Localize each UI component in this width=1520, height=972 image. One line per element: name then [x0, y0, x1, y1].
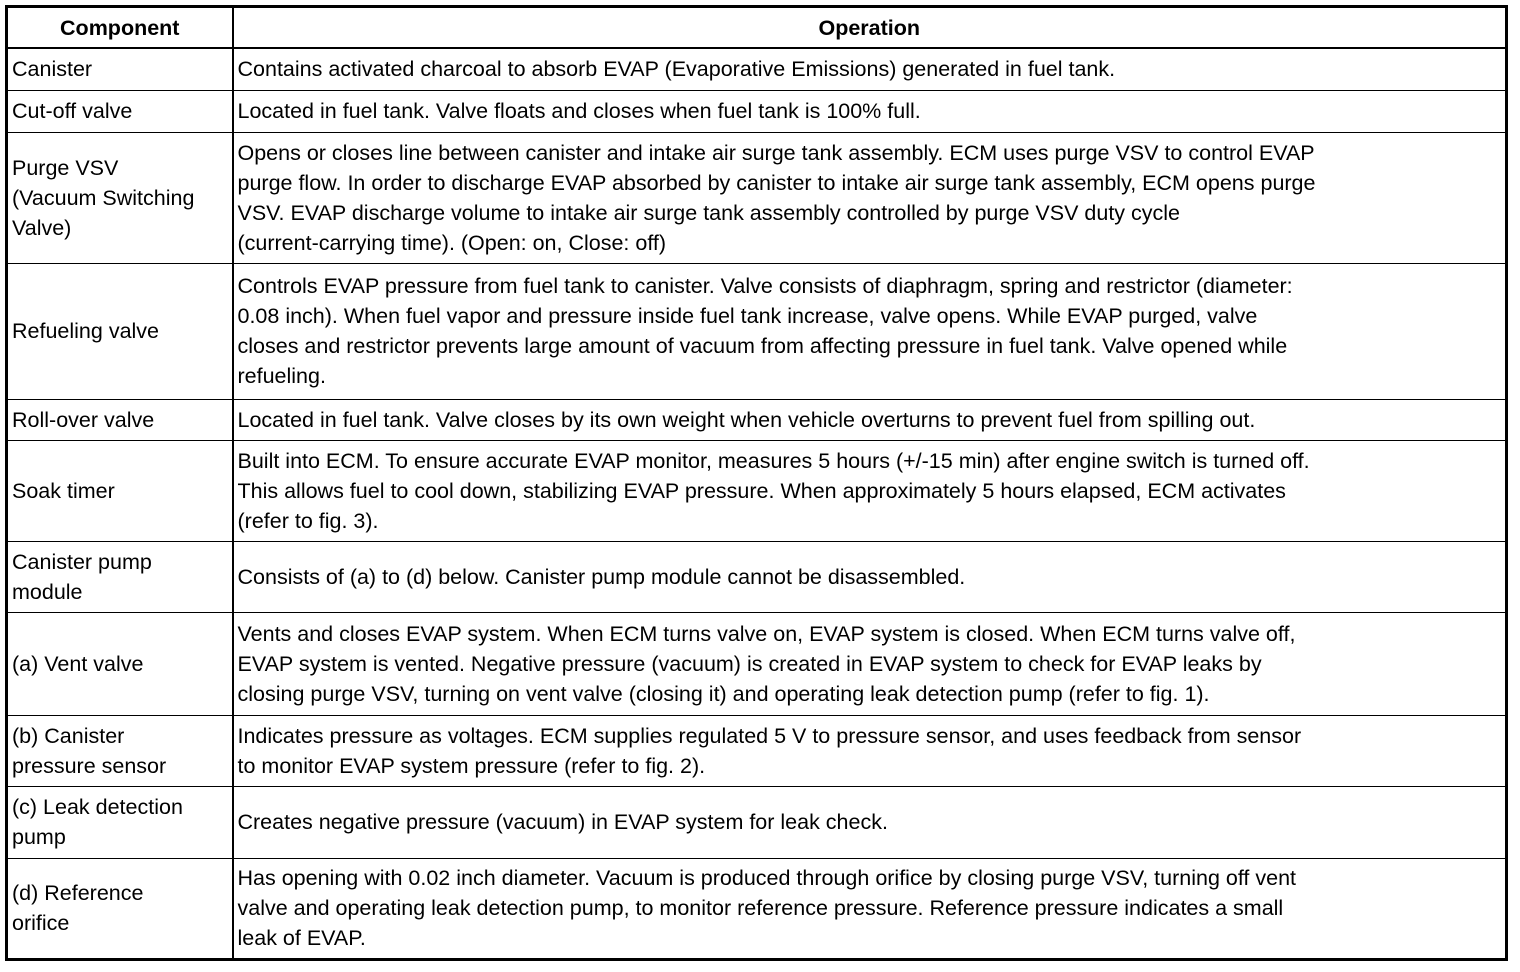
operation-text-line: Located in fuel tank. Valve closes by its own weight when vehicle overturns to prevent fuel from spilling out. — [237, 407, 1256, 432]
operation-cell — [233, 132, 1507, 263]
component-text-line: Purge VSV — [12, 155, 119, 180]
operation-text-line: leak of EVAP. — [237, 926, 366, 950]
operation-text-line: Opens or closes line between canister and intake air surge tank assembly. ECM uses purge VSV to control EVAP — [237, 140, 1315, 165]
table-row — [7, 786, 1507, 858]
component-cell — [7, 858, 233, 959]
operation-text-line: to monitor EVAP system pressure (refer to fig. 2). — [237, 753, 706, 778]
component-text-line: Soak timer — [12, 478, 115, 503]
component-cell — [7, 541, 233, 612]
operation-text-line: 0.08 inch). When fuel vapor and pressure inside fuel tank increase, valve opens. While EVAP purged, valve — [237, 304, 1258, 328]
table-row — [7, 440, 1507, 541]
operation-cell — [233, 612, 1507, 715]
component-text-line: (b) Canister — [12, 723, 125, 748]
operation-text-line: Contains activated charcoal to absorb EVAP (Evaporative Emissions) generated in fuel tank. — [237, 57, 1116, 82]
component-text-line: Cut-off valve — [12, 99, 133, 123]
component-text-line: (a) Vent valve — [12, 651, 144, 676]
header-component: Component — [7, 7, 233, 49]
operation-text-line: Controls EVAP pressure from fuel tank to canister. Valve consists of diaphragm, spring and restrictor (diameter: — [237, 274, 1293, 298]
component-cell — [7, 440, 233, 541]
operation-cell — [233, 90, 1507, 132]
operation-text-line: refueling. — [237, 364, 326, 388]
table-row — [7, 48, 1507, 90]
table-row — [7, 541, 1507, 612]
table-row — [7, 715, 1507, 786]
operation-text-line: Has opening with 0.02 inch diameter. Vacuum is produced through orifice by closing purge VSV, turning off vent — [237, 866, 1297, 890]
operation-text-line: (refer to fig. 3). — [237, 508, 379, 533]
operation-cell — [233, 715, 1507, 786]
operation-text-line: Indicates pressure as voltages. ECM supplies regulated 5 V to pressure sensor, and uses feedback from sensor — [237, 723, 1302, 748]
header-row — [7, 7, 1507, 49]
operation-cell — [233, 541, 1507, 612]
header-operation: Operation — [233, 7, 1507, 49]
table-row — [7, 90, 1507, 132]
component-text-line: Canister — [12, 57, 93, 82]
operation-text-line: This allows fuel to cool down, stabilizing EVAP pressure. When approximately 5 hours elapsed, ECM activates — [237, 478, 1286, 503]
operation-cell — [233, 858, 1507, 959]
table-row — [7, 858, 1507, 959]
component-text-line: Valve) — [12, 215, 72, 240]
component-text-line: pressure sensor — [12, 753, 167, 778]
component-cell — [7, 786, 233, 858]
operation-cell — [233, 399, 1507, 440]
operation-text-line: Vents and closes EVAP system. When ECM turns valve on, EVAP system is closed. When ECM turns valve off, — [237, 621, 1296, 646]
component-cell — [7, 399, 233, 440]
component-text-line: Roll-over valve — [12, 407, 155, 432]
operation-text-line: purge flow. In order to discharge EVAP absorbed by canister to intake air surge tank assembly, ECM opens purge — [237, 170, 1316, 195]
operation-text-line: Creates negative pressure (vacuum) in EVAP system for leak check. — [237, 810, 888, 834]
operation-cell — [233, 440, 1507, 541]
operation-cell — [233, 786, 1507, 858]
component-text-line: pump — [12, 825, 66, 849]
component-text-line: Canister pump — [12, 549, 152, 574]
operation-text-line: (current-carrying time). (Open: on, Close: off) — [237, 230, 667, 255]
component-text-line: (Vacuum Switching — [12, 185, 195, 210]
operation-text-line: Consists of (a) to (d) below. Canister pump module cannot be disassembled. — [237, 564, 966, 589]
component-text-line: orifice — [12, 911, 70, 935]
operation-text-line: EVAP system is vented. Negative pressure (vacuum) is created in EVAP system to check for EVAP leaks by — [237, 651, 1262, 676]
operation-cell — [233, 263, 1507, 399]
table-row — [7, 612, 1507, 715]
component-text-line: Refueling valve — [12, 319, 160, 343]
operation-text-line: valve and operating leak detection pump, to monitor reference pressure. Reference pressure indicates a small — [237, 896, 1284, 920]
operation-text-line: Built into ECM. To ensure accurate EVAP monitor, measures 5 hours (+/-15 min) after engine switch is turned off. — [237, 448, 1310, 473]
component-cell — [7, 48, 233, 90]
table-row — [7, 399, 1507, 440]
component-cell — [7, 612, 233, 715]
component-text-line: (c) Leak detection — [12, 795, 183, 819]
operation-text-line: closing purge VSV, turning on vent valve (closing it) and operating leak detection pump (refer to fig. 1). — [237, 681, 1210, 706]
component-text-line: module — [12, 579, 83, 604]
operation-text-line: VSV. EVAP discharge volume to intake air surge tank assembly controlled by purge VSV duty cycle — [237, 200, 1181, 225]
component-operation-table — [5, 5, 1508, 961]
operation-text-line: Located in fuel tank. Valve floats and closes when fuel tank is 100% full. — [237, 99, 921, 123]
operation-text-line: closes and restrictor prevents large amount of vacuum from affecting pressure in fuel tank. Valve opened while — [237, 334, 1288, 358]
component-cell — [7, 715, 233, 786]
component-cell — [7, 263, 233, 399]
component-text-line: (d) Reference — [12, 881, 144, 905]
table-row — [7, 263, 1507, 399]
component-cell — [7, 90, 233, 132]
operation-cell — [233, 48, 1507, 90]
table-row — [7, 132, 1507, 263]
component-cell — [7, 132, 233, 263]
